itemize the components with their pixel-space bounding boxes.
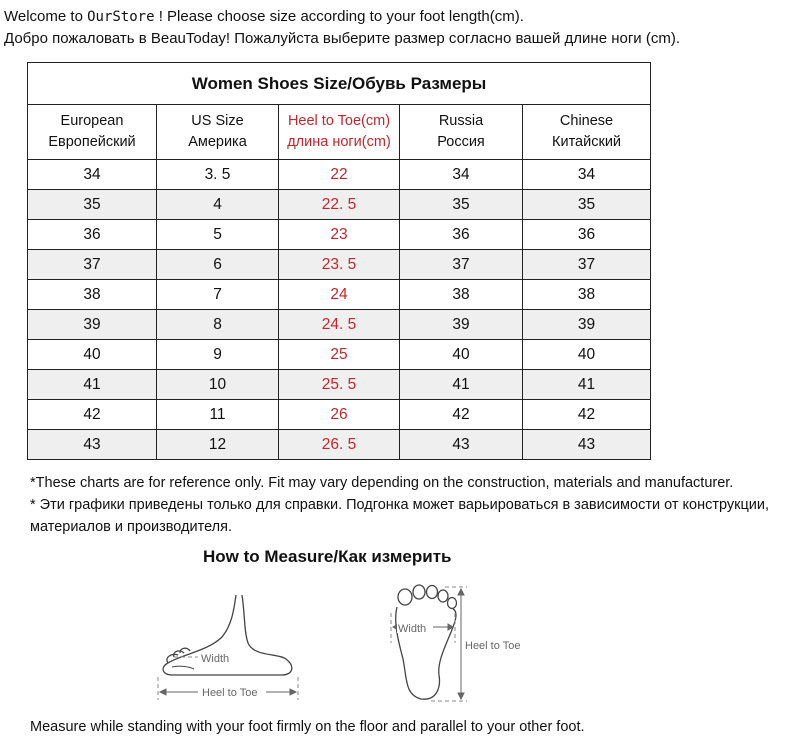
- intro-suffix: ! Please choose size according to your foot length(cm).: [154, 8, 524, 25]
- cell-us-size: 6: [157, 250, 279, 280]
- table-row: [28, 400, 651, 430]
- cell-chinese: 34: [523, 160, 651, 190]
- cell-european: 36: [28, 220, 157, 250]
- intro-prefix: Welcome to: [4, 8, 88, 25]
- cell-russia: 38: [400, 280, 523, 310]
- cell-chinese: 40: [523, 340, 651, 370]
- cell-heel-to-toe: 24: [279, 280, 400, 310]
- cell-russia: 35: [400, 190, 523, 220]
- note-ru-1: * Эти графики приведены только для справки. Подгонка может варьироваться в зависимости от конструкции,: [30, 497, 770, 513]
- cell-us-size: 4: [157, 190, 279, 220]
- cell-european: 38: [28, 280, 157, 310]
- intro-line-en: [4, 6, 680, 28]
- cell-us-size: 11: [157, 400, 279, 430]
- cell-us-size: 9: [157, 340, 279, 370]
- size-chart-table: [27, 62, 651, 460]
- header-russia: Russia Россия: [400, 105, 523, 160]
- foot-top-view-illustration: [385, 583, 545, 705]
- cell-russia: 41: [400, 370, 523, 400]
- note-en: *These charts are for reference only. Fit may vary depending on the construction, materials and manufacturer.: [30, 475, 734, 491]
- header-european: European Европейский: [28, 105, 157, 160]
- cell-european: 37: [28, 250, 157, 280]
- cell-russia: 40: [400, 340, 523, 370]
- cell-chinese: 35: [523, 190, 651, 220]
- cell-us-size: 7: [157, 280, 279, 310]
- cell-european: 40: [28, 340, 157, 370]
- table-row: [28, 160, 651, 190]
- cell-us-size: 8: [157, 310, 279, 340]
- top-length-label: Heel to Toe: [465, 640, 521, 652]
- cell-russia: 36: [400, 220, 523, 250]
- cell-heel-to-toe: 23. 5: [279, 250, 400, 280]
- cell-heel-to-toe: 26: [279, 400, 400, 430]
- cell-european: 42: [28, 400, 157, 430]
- cell-chinese: 42: [523, 400, 651, 430]
- cell-chinese: 41: [523, 370, 651, 400]
- cell-chinese: 39: [523, 310, 651, 340]
- header-heel-to-toe: Heel to Toe(cm) длина ноги(cm): [279, 105, 400, 160]
- header-chinese: Chinese Китайский: [523, 105, 651, 160]
- cell-chinese: 43: [523, 430, 651, 460]
- cell-heel-to-toe: 22. 5: [279, 190, 400, 220]
- foot-side-view-illustration: [150, 585, 310, 705]
- table-row: [28, 220, 651, 250]
- table-row: [28, 190, 651, 220]
- side-length-label: Heel to Toe: [202, 687, 258, 699]
- cell-heel-to-toe: 26. 5: [279, 430, 400, 460]
- store-name: OurStore: [87, 9, 155, 25]
- cell-russia: 34: [400, 160, 523, 190]
- note-ru-2: материалов и производителя.: [30, 519, 233, 535]
- top-width-label: Width: [398, 623, 427, 635]
- table-row: [28, 280, 651, 310]
- table-row: [28, 430, 651, 460]
- disclaimer-notes: [30, 472, 790, 538]
- cell-chinese: 38: [523, 280, 651, 310]
- cell-russia: 39: [400, 310, 523, 340]
- intro-text: [4, 6, 680, 50]
- measure-instruction: Measure while standing with your foot firmly on the floor and parallel to your other foot.: [30, 719, 585, 735]
- cell-european: 43: [28, 430, 157, 460]
- header-us-size: US Size Америка: [157, 105, 279, 160]
- cell-russia: 37: [400, 250, 523, 280]
- intro-line-ru: Добро пожаловать в BeauToday! Пожалуйста выберите размер согласно вашей длине ноги (cm).: [4, 30, 681, 47]
- table-title: Women Shoes Size/Обувь Размеры: [28, 63, 651, 105]
- cell-european: 39: [28, 310, 157, 340]
- cell-chinese: 37: [523, 250, 651, 280]
- cell-heel-to-toe: 23: [279, 220, 400, 250]
- cell-heel-to-toe: 25: [279, 340, 400, 370]
- cell-us-size: 3. 5: [157, 160, 279, 190]
- cell-heel-to-toe: 25. 5: [279, 370, 400, 400]
- table-row: [28, 340, 651, 370]
- cell-european: 35: [28, 190, 157, 220]
- how-to-measure-title: How to Measure/Как измерить: [203, 547, 452, 566]
- cell-us-size: 5: [157, 220, 279, 250]
- cell-russia: 43: [400, 430, 523, 460]
- table-header-row: [28, 105, 651, 160]
- cell-heel-to-toe: 22: [279, 160, 400, 190]
- cell-russia: 42: [400, 400, 523, 430]
- side-width-label: Width: [201, 653, 230, 665]
- table-row: [28, 370, 651, 400]
- cell-us-size: 12: [157, 430, 279, 460]
- cell-us-size: 10: [157, 370, 279, 400]
- cell-european: 41: [28, 370, 157, 400]
- cell-chinese: 36: [523, 220, 651, 250]
- cell-heel-to-toe: 24. 5: [279, 310, 400, 340]
- table-row: [28, 250, 651, 280]
- table-row: [28, 310, 651, 340]
- cell-european: 34: [28, 160, 157, 190]
